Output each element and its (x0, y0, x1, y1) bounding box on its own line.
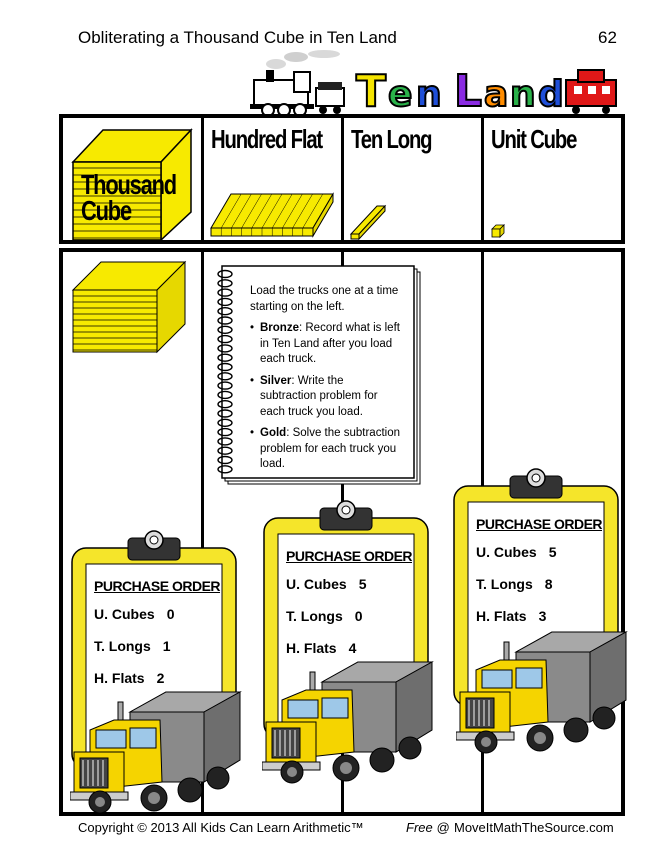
po-item-value: 5 (358, 576, 367, 592)
po-item-label: T. Longs (476, 576, 533, 592)
po-item-value: 1 (162, 638, 171, 654)
logo-letter: n (416, 74, 442, 115)
bullet-icon: • (250, 427, 255, 439)
bullet-icon: • (250, 374, 255, 387)
po-item-label: H. Flats (476, 608, 527, 624)
logo-letter: T (356, 66, 387, 117)
purchase-order-line (286, 576, 366, 592)
instructions-notebook (216, 262, 422, 486)
purchase-order-line (94, 670, 164, 686)
level-label: Bronze (260, 322, 299, 334)
ten-land-logo (248, 50, 623, 118)
ten-long-icon (349, 204, 389, 240)
level-text: : Record what is left in Ten Land after you load each truck. (260, 322, 400, 365)
purchase-order-title: PURCHASE ORDER (94, 578, 221, 594)
train-icon (248, 50, 623, 118)
level-text: : Write the subtraction problem for each truck you load. (260, 374, 378, 418)
purchase-order-line (476, 576, 553, 592)
copyright-text: Copyright © 2013 All Kids Can Learn Arithmetic™ (78, 820, 364, 835)
page-number: 62 (598, 28, 617, 47)
po-item-label: H. Flats (286, 640, 337, 656)
table-divider (201, 118, 204, 240)
purchase-order-line (476, 544, 556, 560)
po-item-label: U. Cubes (476, 544, 537, 560)
free-label: Free @ (406, 820, 450, 835)
purchase-order-line (286, 608, 363, 624)
thousand-cube-cell (69, 122, 193, 245)
logo-letter: n (510, 74, 536, 115)
level-label: Silver (260, 374, 292, 387)
bullet-icon: • (250, 322, 255, 334)
site-link[interactable]: MoveItMathTheSource.com (454, 820, 614, 835)
po-item-label: T. Longs (286, 608, 343, 624)
po-item-value: 0 (166, 606, 175, 622)
purchase-order-line (94, 606, 174, 622)
po-item-value: 0 (354, 608, 363, 624)
table-divider (481, 118, 484, 240)
instruction-item (250, 321, 402, 368)
instruction-item (250, 374, 402, 421)
unit-cube-label: Unit Cube (491, 124, 577, 154)
po-item-value: 3 (538, 608, 547, 624)
purchase-order-line (94, 638, 171, 654)
truck-icon (262, 660, 434, 784)
po-item-value: 5 (548, 544, 557, 560)
po-item-value: 2 (156, 670, 165, 686)
purchase-order-title: PURCHASE ORDER (286, 548, 413, 564)
purchase-order-title: PURCHASE ORDER (476, 516, 603, 532)
table-divider (341, 118, 344, 240)
hundred-flat-icon (209, 190, 335, 238)
logo-letter: d (538, 74, 564, 115)
po-item-label: T. Longs (94, 638, 151, 654)
purchase-order-line (286, 640, 356, 656)
truck-icon (456, 630, 628, 754)
logo-letter: a (484, 74, 509, 115)
instruction-item (250, 426, 402, 473)
po-item-label: U. Cubes (286, 576, 347, 592)
po-item-value: 8 (544, 576, 553, 592)
po-item-label: U. Cubes (94, 606, 155, 622)
level-label: Gold (260, 427, 287, 439)
logo-letter: L (454, 66, 483, 117)
purchase-order-line (476, 608, 546, 624)
thousand-cube-label-line1: Thousand (81, 169, 176, 200)
logo-letter: e (388, 74, 413, 115)
place-value-table (59, 114, 625, 244)
instructions-intro: Load the trucks one at a time starting on the left. (250, 285, 399, 313)
unit-cube-icon (491, 224, 505, 238)
level-text: : Solve the subtraction problem for each truck you load. (260, 427, 400, 470)
po-item-value: 4 (348, 640, 357, 656)
page-title: Obliterating a Thousand Cube in Ten Land (78, 28, 397, 47)
instructions-text (250, 284, 402, 473)
thousand-cube-label-line2: Cube (81, 195, 131, 226)
thousand-cube-label (81, 169, 176, 226)
po-item-label: H. Flats (94, 670, 145, 686)
truck-icon (70, 690, 242, 814)
ten-long-label: Ten Long (351, 124, 432, 154)
hundred-flat-label: Hundred Flat (211, 124, 323, 154)
thousand-cube-stack-icon (71, 260, 187, 354)
